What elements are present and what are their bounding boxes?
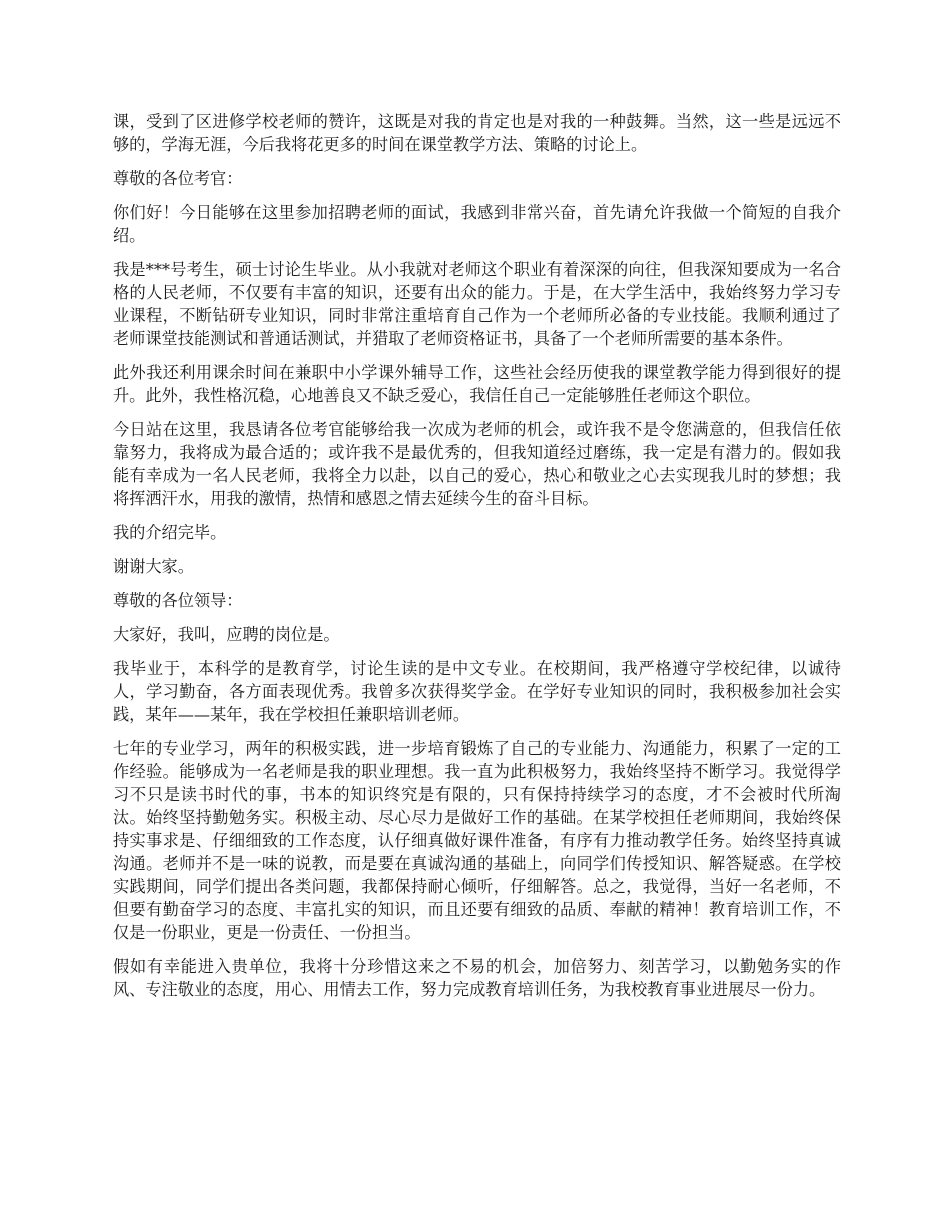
salutation-leaders: 尊敬的各位领导： — [113, 591, 243, 610]
document-body — [113, 110, 841, 1012]
salutation-examiners: 尊敬的各位考官： — [113, 169, 243, 188]
paragraph-practice: 七年的专业学习，两年的积极实践，进一步培育锻炼了自己的专业能力、沟通能力，积累了一定的工作经验。能够成为一名老师是我的职业理想。我一直为此积极努力，我始终坚持不断学习。我觉得学习不只是读书时代的事，书本的知识终究是有限的，只有保持持续学习的态度，才不会被时代所淘汰。始终坚持勤勉务实。积极主动、尽心尽力是做好工作的基础。在某学校担任老师期间，我始终保持实事求是、仔细细致的工作态度，认仔细真做好课件准备，有序有力推动教学任务。始终坚持真诚沟通。老师并不是一味的说教，而是要在真诚沟通的基础上，向同学们传授知识、解答疑惑。在学校实践期间，同学们提出各类问题，我都保持耐心倾听，仔细解答。总之，我觉得，当好一名老师，不但要有勤奋学习的态度、丰富扎实的知识，而且还要有细致的品质、奉献的精神！教育培训工作，不仅是一份职业，更是一份责任、一份担当。 — [113, 739, 841, 942]
paragraph-greeting: 你们好！今日能够在这里参加招聘老师的面试，我感到非常兴奋，首先请允许我做一个简短的自我介绍。 — [113, 203, 841, 245]
paragraph-experience: 此外我还利用课余时间在兼职中小学课外辅导工作，这些社会经历使我的课堂教学能力得到很好的提升。此外，我性格沉稳，心地善良又不缺乏爱心，我信任自己一定能够胜任老师这个职位。 — [113, 363, 841, 405]
paragraph-background: 我是***号考生，硕士讨论生毕业。从小我就对老师这个职业有着深深的向往，但我深知要成为一名合格的人民老师，不仅要有丰富的知识，还要有出众的能力。于是，在大学生活中，我始终努力学习专业课程，不断钻研专业知识，同时非常注重培育自己作为一个老师所必备的专业技能。我顺利通过了老师课堂技能测试和普通话测试，并猎取了老师资格证书，具备了一个老师所需要的基本条件。 — [113, 260, 841, 348]
paragraph-commitment: 假如有幸能进入贵单位，我将十分珍惜这来之不易的机会，加倍努力、刻苦学习，以勤勉务实的作风、专注敬业的态度，用心、用情去工作，努力完成教育培训任务，为我校教育事业进展尽一份力。 — [113, 957, 841, 999]
paragraph-name-position: 大家好，我叫，应聘的岗位是。 — [113, 625, 340, 644]
closing-intro-done: 我的介绍完毕。 — [113, 523, 227, 542]
paragraph-request: 今日站在这里，我恳请各位考官能够给我一次成为老师的机会，或许我不是令您满意的，但我信任依靠努力，我将成为最合适的；或许我不是最优秀的，但我知道经过磨练，我一定是有潜力的。假如我能有幸成为一名人民老师，我将全力以赴，以自己的爱心，热心和敬业之心去实现我儿时的梦想；我将挥洒汗水，用我的激情，热情和感恩之情去延续今生的奋斗目标。 — [113, 420, 841, 508]
closing-thanks: 谢谢大家。 — [113, 557, 194, 576]
paragraph-continuation: 课，受到了区进修学校老师的赞许，这既是对我的肯定也是对我的一种鼓舞。当然，这一些是远远不够的，学海无涯，今后我将花更多的时间在课堂教学方法、策略的讨论上。 — [113, 112, 841, 154]
paragraph-education: 我毕业于，本科学的是教育学，讨论生读的是中文专业。在校期间，我严格遵守学校纪律，以诚待人，学习勤奋，各方面表现优秀。我曾多次获得奖学金。在学好专业知识的同时，我积极参加社会实践，某年——某年，我在学校担任兼职培训老师。 — [113, 659, 841, 724]
